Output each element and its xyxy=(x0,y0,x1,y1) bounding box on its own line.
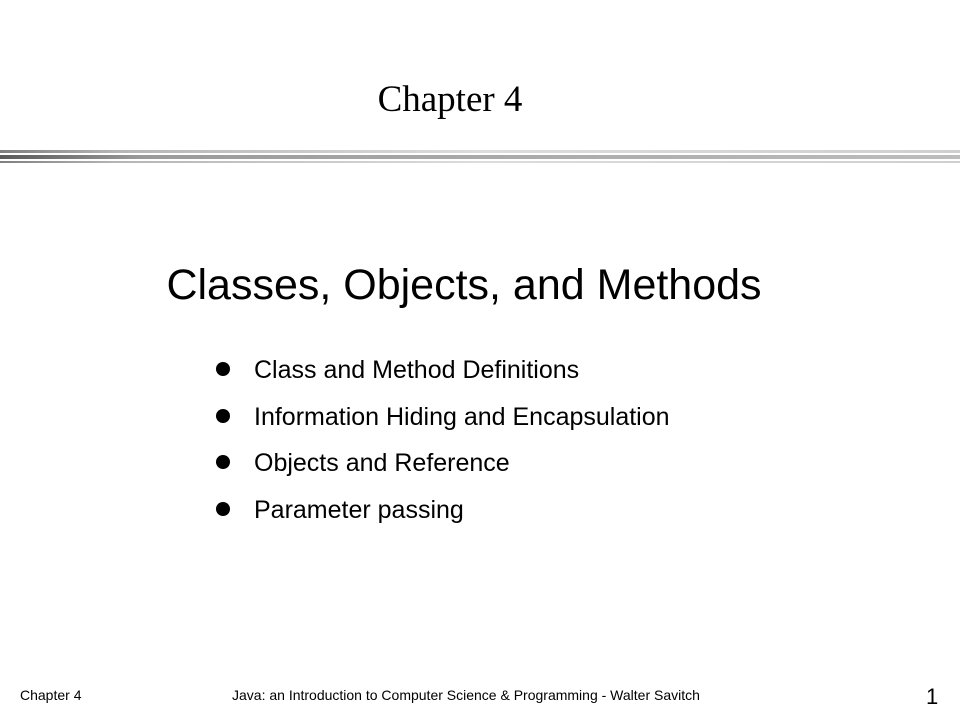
page-number: 1 xyxy=(926,684,939,709)
title-divider xyxy=(0,146,960,168)
bullet-text: Information Hiding and Encapsulation xyxy=(254,402,670,431)
bullet-item xyxy=(216,488,670,535)
bullet-dot-icon xyxy=(216,455,230,469)
slide-title: Classes, Objects, and Methods xyxy=(166,261,762,309)
chapter-title: Chapter 4 xyxy=(377,79,523,120)
bullet-text: Class and Method Definitions xyxy=(254,356,580,384)
footer-book-credit: Java: an Introduction to Computer Science & Programming - Walter Savitch xyxy=(232,687,700,703)
bullet-dot-icon xyxy=(216,409,230,423)
footer-chapter-label: Chapter 4 xyxy=(20,687,82,703)
footer xyxy=(0,684,960,708)
bullet-text: Parameter passing xyxy=(254,495,464,524)
bullet-dot-icon xyxy=(216,502,230,516)
bullet-dot-icon xyxy=(216,362,230,376)
bullet-item xyxy=(216,395,670,442)
bullet-item xyxy=(216,441,670,488)
bullet-text: Objects and Reference xyxy=(254,449,510,477)
bullet-item xyxy=(216,348,670,395)
bullet-list xyxy=(216,348,670,534)
